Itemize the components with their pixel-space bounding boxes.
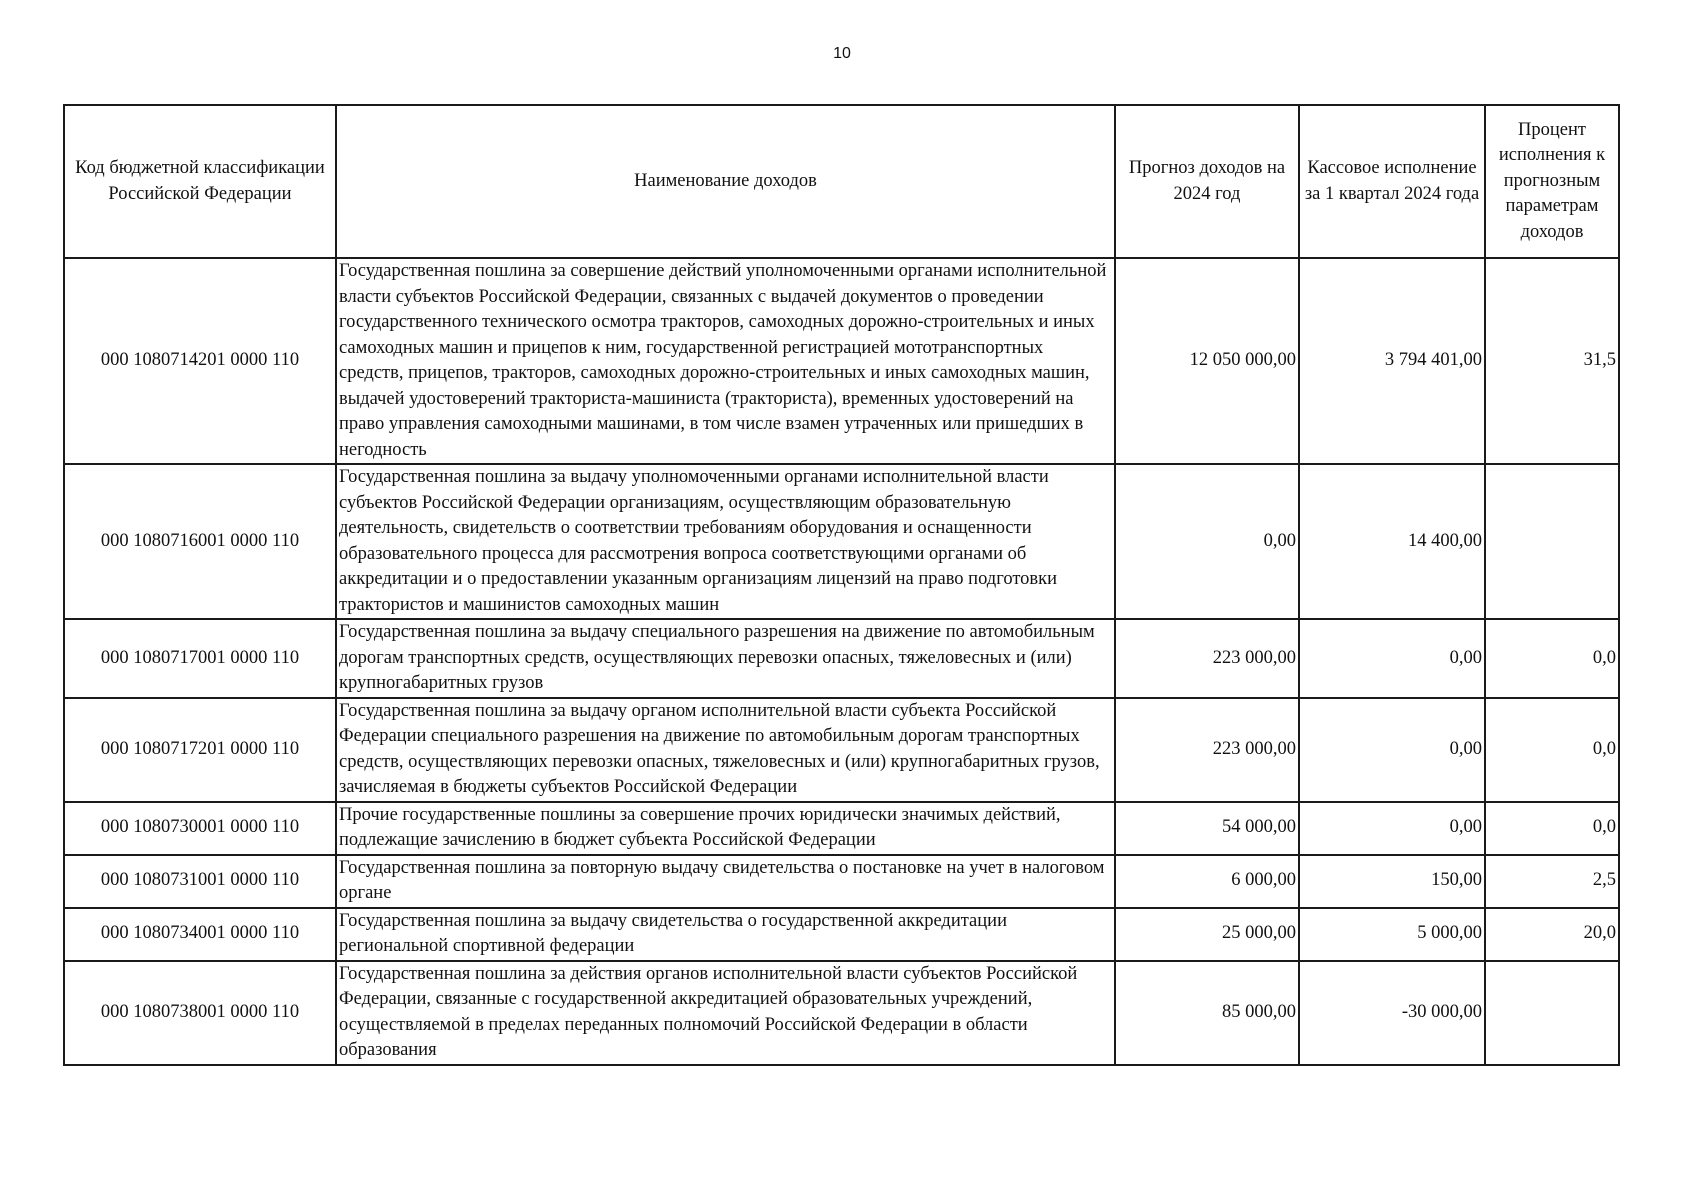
row-actual: -30 000,00: [1299, 961, 1485, 1065]
table-row: [64, 619, 1619, 698]
row-code: 000 1080717001 0000 110: [64, 619, 336, 698]
table-row: [64, 698, 1619, 802]
row-percent: 0,0: [1485, 619, 1619, 698]
row-code: 000 1080734001 0000 110: [64, 908, 336, 961]
row-percent: [1485, 464, 1619, 619]
row-code: 000 1080731001 0000 110: [64, 855, 336, 908]
table-row: [64, 855, 1619, 908]
page-number: 10: [833, 45, 851, 62]
row-actual: 14 400,00: [1299, 464, 1485, 619]
table-header-row: [64, 105, 1619, 258]
row-name: Государственная пошлина за выдачу органом исполнительной власти субъекта Российской Федерации специального разрешения на движение по автомобильным дорогам транспортных средств, осуществляющих перевозки опасных, тяжеловесных и (или) крупногабаритных грузов, зачисляемая в бюджеты субъектов Российской Федерации: [336, 698, 1115, 802]
revenue-table: [63, 104, 1620, 1066]
row-actual: 0,00: [1299, 802, 1485, 855]
row-forecast: 6 000,00: [1115, 855, 1299, 908]
row-percent: 2,5: [1485, 855, 1619, 908]
row-actual: 150,00: [1299, 855, 1485, 908]
row-forecast: 223 000,00: [1115, 619, 1299, 698]
row-name: Государственная пошлина за повторную выдачу свидетельства о постановке на учет в налоговом органе: [336, 855, 1115, 908]
row-percent: [1485, 961, 1619, 1065]
row-name: Государственная пошлина за совершение действий уполномоченными органами исполнительной власти субъектов Российской Федерации, связанных с выдачей документов о проведении государственного технического осмотра тракторов, самоходных дорожно-строительных и иных самоходных машин и прицепов к ним, государственной регистрацией мототранспортных средств, прицепов, тракторов, самоходных дорожно-строительных и иных самоходных машин, выдачей удостоверений тракториста-машиниста (тракториста), временных удостоверений на право управления самоходными машинами, в том числе взамен утраченных или пришедших в негодность: [336, 258, 1115, 464]
row-actual: 5 000,00: [1299, 908, 1485, 961]
row-forecast: 54 000,00: [1115, 802, 1299, 855]
row-name: Государственная пошлина за выдачу свидетельства о государственной аккредитации региональной спортивной федерации: [336, 908, 1115, 961]
row-name: Государственная пошлина за выдачу уполномоченными органами исполнительной власти субъектов Российской Федерации организациям, осуществляющим образовательную деятельность, свидетельств о соответствии требованиям оборудования и оснащенности образовательного процесса для рассмотрения вопроса соответствующими органами об аккредитации и о предоставлении указанным организациям лицензий на право подготовки трактористов и машинистов самоходных машин: [336, 464, 1115, 619]
row-percent: 20,0: [1485, 908, 1619, 961]
header-code: Код бюджетной классификации Российской Федерации: [64, 105, 336, 258]
row-percent: 0,0: [1485, 802, 1619, 855]
table-row: [64, 802, 1619, 855]
header-name: Наименование доходов: [336, 105, 1115, 258]
row-forecast: 12 050 000,00: [1115, 258, 1299, 464]
row-forecast: 85 000,00: [1115, 961, 1299, 1065]
row-code: 000 1080716001 0000 110: [64, 464, 336, 619]
row-code: 000 1080738001 0000 110: [64, 961, 336, 1065]
row-percent: 31,5: [1485, 258, 1619, 464]
row-name: Прочие государственные пошлины за совершение прочих юридически значимых действий, подлежащие зачислению в бюджет субъекта Российской Федерации: [336, 802, 1115, 855]
row-code: 000 1080714201 0000 110: [64, 258, 336, 464]
row-name: Государственная пошлина за выдачу специального разрешения на движение по автомобильным дорогам транспортных средств, осуществляющих перевозки опасных, тяжеловесных и (или) крупногабаритных грузов: [336, 619, 1115, 698]
row-code: 000 1080717201 0000 110: [64, 698, 336, 802]
row-actual: 0,00: [1299, 619, 1485, 698]
row-forecast: 25 000,00: [1115, 908, 1299, 961]
header-actual: Кассовое исполнение за 1 квартал 2024 года: [1299, 105, 1485, 258]
row-code: 000 1080730001 0000 110: [64, 802, 336, 855]
row-forecast: 0,00: [1115, 464, 1299, 619]
table-row: [64, 464, 1619, 619]
header-forecast: Прогноз доходов на 2024 год: [1115, 105, 1299, 258]
table-row: [64, 258, 1619, 464]
row-name: Государственная пошлина за действия органов исполнительной власти субъектов Российской Федерации, связанные с государственной аккредитацией образовательных учреждений, осуществляемой в пределах переданных полномочий Российской Федерации в области образования: [336, 961, 1115, 1065]
row-actual: 3 794 401,00: [1299, 258, 1485, 464]
table-row: [64, 908, 1619, 961]
row-actual: 0,00: [1299, 698, 1485, 802]
header-percent: Процент исполнения к прогнозным параметрам доходов: [1485, 105, 1619, 258]
row-percent: 0,0: [1485, 698, 1619, 802]
table-row: [64, 961, 1619, 1065]
row-forecast: 223 000,00: [1115, 698, 1299, 802]
